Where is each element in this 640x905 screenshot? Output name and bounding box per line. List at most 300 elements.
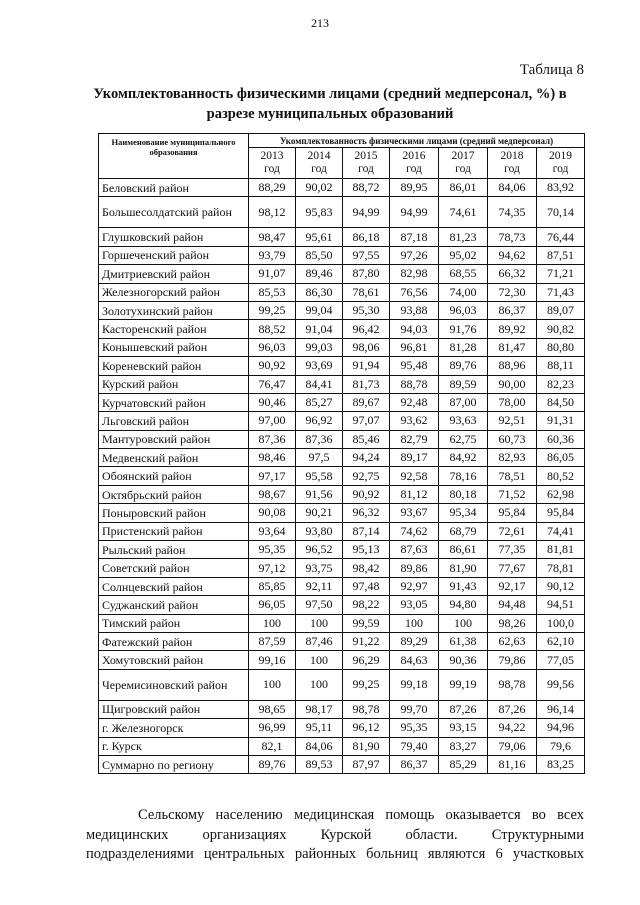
table-row	[99, 357, 585, 375]
value-cell: 81,47	[488, 338, 537, 356]
table-row	[99, 301, 585, 319]
staffing-table	[98, 133, 585, 774]
municipality-name: Золотухинский район	[99, 301, 249, 319]
municipality-name: Солнцевский район	[99, 577, 249, 595]
table-row	[99, 246, 585, 264]
value-cell: 84,06	[296, 737, 343, 755]
municipality-name: Поныровский район	[99, 504, 249, 522]
value-cell: 99,70	[390, 700, 439, 718]
value-cell: 94,24	[343, 449, 390, 467]
municipality-name: Касторенский район	[99, 320, 249, 338]
value-cell: 93,79	[249, 246, 296, 264]
paragraph-line: Сельскому населению медицинская помощь оказывается во всех	[138, 807, 584, 823]
value-cell: 96,14	[537, 700, 585, 718]
year-unit: год	[406, 163, 422, 175]
value-cell: 96,42	[343, 320, 390, 338]
table-row	[99, 614, 585, 632]
value-cell: 91,22	[343, 632, 390, 650]
value-cell: 95,34	[439, 504, 488, 522]
municipality-name: Октябрьский район	[99, 485, 249, 503]
year-unit: год	[358, 163, 374, 175]
value-cell: 77,35	[488, 541, 537, 559]
table-row	[99, 179, 585, 197]
municipality-name: Рыльский район	[99, 541, 249, 559]
value-cell: 86,37	[390, 755, 439, 773]
value-cell: 86,37	[488, 301, 537, 319]
value-cell: 76,44	[537, 228, 585, 246]
page-number: 213	[311, 16, 329, 30]
value-cell: 94,48	[488, 596, 537, 614]
value-cell: 76,47	[249, 375, 296, 393]
value-cell: 97,12	[249, 559, 296, 577]
municipality-name: Суджанский район	[99, 596, 249, 614]
value-cell: 87,63	[390, 541, 439, 559]
table-row	[99, 338, 585, 356]
table-title-line-2: разрезе муниципальных образований	[206, 106, 454, 122]
year-label: 2013	[260, 150, 284, 162]
table-row	[99, 719, 585, 737]
value-cell: 84,50	[537, 393, 585, 411]
value-cell: 74,35	[488, 197, 537, 228]
value-cell: 92,58	[390, 467, 439, 485]
year-label: 2019	[549, 150, 573, 162]
value-cell: 91,94	[343, 357, 390, 375]
municipality-name: Пристенский район	[99, 522, 249, 540]
municipality-name: Медвенский район	[99, 449, 249, 467]
value-cell: 81,23	[439, 228, 488, 246]
value-cell: 93,64	[249, 522, 296, 540]
municipality-name: Советский район	[99, 559, 249, 577]
year-column-header	[390, 148, 439, 179]
value-cell: 95,35	[390, 719, 439, 737]
value-cell: 93,63	[439, 412, 488, 430]
value-cell: 92,48	[390, 393, 439, 411]
value-cell: 95,35	[249, 541, 296, 559]
value-cell: 78,81	[537, 559, 585, 577]
value-cell: 74,62	[390, 522, 439, 540]
value-cell: 94,62	[488, 246, 537, 264]
table-row	[99, 412, 585, 430]
value-cell: 95,84	[488, 504, 537, 522]
value-cell: 89,46	[296, 265, 343, 283]
value-cell: 81,90	[343, 737, 390, 755]
value-cell: 89,67	[343, 393, 390, 411]
value-cell: 80,18	[439, 485, 488, 503]
value-cell: 93,05	[390, 596, 439, 614]
value-cell: 91,43	[439, 577, 488, 595]
value-cell: 85,50	[296, 246, 343, 264]
value-cell: 99,56	[537, 669, 585, 700]
value-cell: 60,36	[537, 430, 585, 448]
value-cell: 89,29	[390, 632, 439, 650]
value-cell: 81,81	[537, 541, 585, 559]
value-cell: 82,1	[249, 737, 296, 755]
value-cell: 76,56	[390, 283, 439, 301]
value-cell: 96,29	[343, 651, 390, 669]
value-cell: 96,32	[343, 504, 390, 522]
value-cell: 89,59	[439, 375, 488, 393]
value-cell: 88,52	[249, 320, 296, 338]
value-cell: 93,62	[390, 412, 439, 430]
value-cell: 92,17	[488, 577, 537, 595]
value-cell: 100	[296, 651, 343, 669]
value-cell: 84,92	[439, 449, 488, 467]
value-cell: 85,27	[296, 393, 343, 411]
value-cell: 100	[296, 614, 343, 632]
year-label: 2015	[354, 150, 378, 162]
municipality-name: Горшеченский район	[99, 246, 249, 264]
value-cell: 100	[296, 669, 343, 700]
value-cell: 82,23	[537, 375, 585, 393]
year-column-header	[439, 148, 488, 179]
value-cell: 99,25	[249, 301, 296, 319]
value-cell: 71,52	[488, 485, 537, 503]
value-cell: 92,75	[343, 467, 390, 485]
value-cell: 87,36	[249, 430, 296, 448]
table-row	[99, 651, 585, 669]
table-row	[99, 700, 585, 718]
value-cell: 87,97	[343, 755, 390, 773]
value-cell: 98,78	[343, 700, 390, 718]
value-cell: 68,55	[439, 265, 488, 283]
value-cell: 92,97	[390, 577, 439, 595]
value-cell: 95,58	[296, 467, 343, 485]
value-cell: 90,92	[249, 357, 296, 375]
value-cell: 87,14	[343, 522, 390, 540]
value-cell: 81,73	[343, 375, 390, 393]
value-cell: 81,28	[439, 338, 488, 356]
table-row	[99, 755, 585, 773]
value-cell: 87,51	[537, 246, 585, 264]
value-cell: 90,21	[296, 504, 343, 522]
value-cell: 97,26	[390, 246, 439, 264]
municipality-name: Щигровский район	[99, 700, 249, 718]
value-cell: 97,50	[296, 596, 343, 614]
value-cell: 94,03	[390, 320, 439, 338]
municipality-name: Беловский район	[99, 179, 249, 197]
value-cell: 87,59	[249, 632, 296, 650]
value-cell: 90,36	[439, 651, 488, 669]
value-cell: 88,11	[537, 357, 585, 375]
value-cell: 97,55	[343, 246, 390, 264]
value-cell: 86,18	[343, 228, 390, 246]
value-cell: 95,48	[390, 357, 439, 375]
value-cell: 93,75	[296, 559, 343, 577]
value-cell: 84,63	[390, 651, 439, 669]
value-cell: 99,18	[390, 669, 439, 700]
group-column-header: Укомплектованность физическими лицами (средний медперсонал)	[249, 134, 585, 148]
value-cell: 97,5	[296, 449, 343, 467]
value-cell: 87,36	[296, 430, 343, 448]
table-body	[99, 179, 585, 774]
table-row	[99, 559, 585, 577]
value-cell: 97,00	[249, 412, 296, 430]
header-row-group	[99, 134, 585, 148]
value-cell: 71,43	[537, 283, 585, 301]
value-cell: 87,80	[343, 265, 390, 283]
value-cell: 95,02	[439, 246, 488, 264]
value-cell: 85,29	[439, 755, 488, 773]
value-cell: 94,80	[439, 596, 488, 614]
value-cell: 99,04	[296, 301, 343, 319]
value-cell: 89,07	[537, 301, 585, 319]
value-cell: 93,15	[439, 719, 488, 737]
value-cell: 90,46	[249, 393, 296, 411]
table-row	[99, 449, 585, 467]
value-cell: 100	[249, 669, 296, 700]
value-cell: 90,02	[296, 179, 343, 197]
value-cell: 92,51	[488, 412, 537, 430]
value-cell: 95,84	[537, 504, 585, 522]
value-cell: 72,61	[488, 522, 537, 540]
table-row	[99, 596, 585, 614]
value-cell: 94,22	[488, 719, 537, 737]
value-cell: 87,18	[390, 228, 439, 246]
value-cell: 80,80	[537, 338, 585, 356]
value-cell: 95,61	[296, 228, 343, 246]
value-cell: 98,47	[249, 228, 296, 246]
value-cell: 95,11	[296, 719, 343, 737]
table-row	[99, 320, 585, 338]
value-cell: 62,75	[439, 430, 488, 448]
year-column-header	[296, 148, 343, 179]
value-cell: 81,16	[488, 755, 537, 773]
municipality-name: Обоянский район	[99, 467, 249, 485]
value-cell: 99,19	[439, 669, 488, 700]
table-row	[99, 467, 585, 485]
value-cell: 99,25	[343, 669, 390, 700]
name-column-header: Наименование муниципального образования	[99, 134, 249, 179]
year-column-header	[537, 148, 585, 179]
value-cell: 84,06	[488, 179, 537, 197]
value-cell: 98,17	[296, 700, 343, 718]
value-cell: 89,17	[390, 449, 439, 467]
value-cell: 95,83	[296, 197, 343, 228]
value-cell: 88,96	[488, 357, 537, 375]
value-cell: 79,40	[390, 737, 439, 755]
value-cell: 96,05	[249, 596, 296, 614]
value-cell: 90,12	[537, 577, 585, 595]
year-label: 2017	[451, 150, 475, 162]
value-cell: 91,76	[439, 320, 488, 338]
municipality-name: Конышевский район	[99, 338, 249, 356]
year-unit: год	[455, 163, 471, 175]
value-cell: 78,16	[439, 467, 488, 485]
value-cell: 84,41	[296, 375, 343, 393]
value-cell: 79,6	[537, 737, 585, 755]
value-cell: 94,99	[390, 197, 439, 228]
value-cell: 74,61	[439, 197, 488, 228]
value-cell: 90,82	[537, 320, 585, 338]
value-cell: 98,42	[343, 559, 390, 577]
value-cell: 89,95	[390, 179, 439, 197]
value-cell: 87,00	[439, 393, 488, 411]
value-cell: 93,67	[390, 504, 439, 522]
table-row	[99, 283, 585, 301]
value-cell: 77,05	[537, 651, 585, 669]
value-cell: 90,92	[343, 485, 390, 503]
value-cell: 86,01	[439, 179, 488, 197]
value-cell: 90,08	[249, 504, 296, 522]
value-cell: 96,03	[249, 338, 296, 356]
municipality-name: Суммарно по региону	[99, 755, 249, 773]
year-label: 2016	[402, 150, 426, 162]
value-cell: 85,53	[249, 283, 296, 301]
table-row	[99, 265, 585, 283]
value-cell: 96,12	[343, 719, 390, 737]
value-cell: 91,04	[296, 320, 343, 338]
value-cell: 91,56	[296, 485, 343, 503]
value-cell: 93,88	[390, 301, 439, 319]
table-row	[99, 632, 585, 650]
value-cell: 88,72	[343, 179, 390, 197]
value-cell: 89,76	[439, 357, 488, 375]
value-cell: 96,81	[390, 338, 439, 356]
value-cell: 98,65	[249, 700, 296, 718]
value-cell: 61,38	[439, 632, 488, 650]
value-cell: 82,98	[390, 265, 439, 283]
value-cell: 60,73	[488, 430, 537, 448]
municipality-name: Фатежский район	[99, 632, 249, 650]
year-label: 2014	[307, 150, 331, 162]
value-cell: 83,27	[439, 737, 488, 755]
value-cell: 98,26	[488, 614, 537, 632]
table-row	[99, 669, 585, 700]
body-paragraph	[86, 806, 584, 865]
value-cell: 79,86	[488, 651, 537, 669]
value-cell: 97,48	[343, 577, 390, 595]
value-cell: 98,12	[249, 197, 296, 228]
table-row	[99, 228, 585, 246]
value-cell: 87,46	[296, 632, 343, 650]
value-cell: 85,46	[343, 430, 390, 448]
table-row	[99, 485, 585, 503]
value-cell: 86,30	[296, 283, 343, 301]
value-cell: 98,22	[343, 596, 390, 614]
value-cell: 97,07	[343, 412, 390, 430]
value-cell: 99,59	[343, 614, 390, 632]
value-cell: 78,00	[488, 393, 537, 411]
value-cell: 100	[390, 614, 439, 632]
municipality-name: г. Курск	[99, 737, 249, 755]
municipality-name: Глушковский район	[99, 228, 249, 246]
year-unit: год	[264, 163, 280, 175]
table-row	[99, 522, 585, 540]
table-row	[99, 197, 585, 228]
value-cell: 78,61	[343, 283, 390, 301]
value-cell: 96,52	[296, 541, 343, 559]
value-cell: 85,85	[249, 577, 296, 595]
value-cell: 74,00	[439, 283, 488, 301]
value-cell: 71,21	[537, 265, 585, 283]
value-cell: 86,05	[537, 449, 585, 467]
table-row	[99, 375, 585, 393]
value-cell: 87,26	[488, 700, 537, 718]
value-cell: 97,17	[249, 467, 296, 485]
table-label: Таблица 8	[519, 62, 584, 78]
table-row	[99, 504, 585, 522]
year-unit: год	[311, 163, 327, 175]
value-cell: 92,11	[296, 577, 343, 595]
value-cell: 91,31	[537, 412, 585, 430]
value-cell: 95,30	[343, 301, 390, 319]
value-cell: 87,26	[439, 700, 488, 718]
municipality-name: Курский район	[99, 375, 249, 393]
value-cell: 90,00	[488, 375, 537, 393]
value-cell: 81,90	[439, 559, 488, 577]
year-column-header	[343, 148, 390, 179]
value-cell: 82,93	[488, 449, 537, 467]
value-cell: 86,61	[439, 541, 488, 559]
value-cell: 100	[249, 614, 296, 632]
value-cell: 100	[439, 614, 488, 632]
value-cell: 62,10	[537, 632, 585, 650]
value-cell: 100,0	[537, 614, 585, 632]
value-cell: 83,92	[537, 179, 585, 197]
value-cell: 98,46	[249, 449, 296, 467]
year-unit: год	[504, 163, 520, 175]
value-cell: 89,53	[296, 755, 343, 773]
value-cell: 62,98	[537, 485, 585, 503]
table-row	[99, 393, 585, 411]
municipality-name: Большесолдатский район	[99, 197, 249, 228]
value-cell: 98,06	[343, 338, 390, 356]
value-cell: 66,32	[488, 265, 537, 283]
value-cell: 81,12	[390, 485, 439, 503]
value-cell: 82,79	[390, 430, 439, 448]
value-cell: 94,96	[537, 719, 585, 737]
municipality-name: Мантуровский район	[99, 430, 249, 448]
value-cell: 99,16	[249, 651, 296, 669]
value-cell: 89,76	[249, 755, 296, 773]
paragraph-line: медицинских организациях Курской области. Структурными	[86, 826, 584, 843]
year-column-header	[488, 148, 537, 179]
value-cell: 80,52	[537, 467, 585, 485]
value-cell: 89,92	[488, 320, 537, 338]
value-cell: 99,03	[296, 338, 343, 356]
year-column-header	[249, 148, 296, 179]
table-row	[99, 577, 585, 595]
value-cell: 88,29	[249, 179, 296, 197]
table-row	[99, 541, 585, 559]
municipality-name: Кореневский район	[99, 357, 249, 375]
table-row	[99, 737, 585, 755]
municipality-name: Льговский район	[99, 412, 249, 430]
value-cell: 74,41	[537, 522, 585, 540]
municipality-name: Хомутовский район	[99, 651, 249, 669]
value-cell: 78,73	[488, 228, 537, 246]
value-cell: 77,67	[488, 559, 537, 577]
value-cell: 70,14	[537, 197, 585, 228]
value-cell: 96,99	[249, 719, 296, 737]
municipality-name: Курчатовский район	[99, 393, 249, 411]
value-cell: 96,03	[439, 301, 488, 319]
table-title-line-1: Укомплектованность физическими лицами (средний медперсонал, %) в	[93, 86, 567, 102]
value-cell: 72,30	[488, 283, 537, 301]
value-cell: 78,51	[488, 467, 537, 485]
paragraph-line: подразделениями центральных районных больниц являются 6 участковых	[86, 846, 584, 862]
municipality-name: г. Железногорск	[99, 719, 249, 737]
value-cell: 68,79	[439, 522, 488, 540]
value-cell: 98,78	[488, 669, 537, 700]
year-label: 2018	[500, 150, 524, 162]
municipality-name: Железногорский район	[99, 283, 249, 301]
value-cell: 94,51	[537, 596, 585, 614]
value-cell: 94,99	[343, 197, 390, 228]
municipality-name: Черемисиновский район	[99, 669, 249, 700]
value-cell: 91,07	[249, 265, 296, 283]
value-cell: 98,67	[249, 485, 296, 503]
